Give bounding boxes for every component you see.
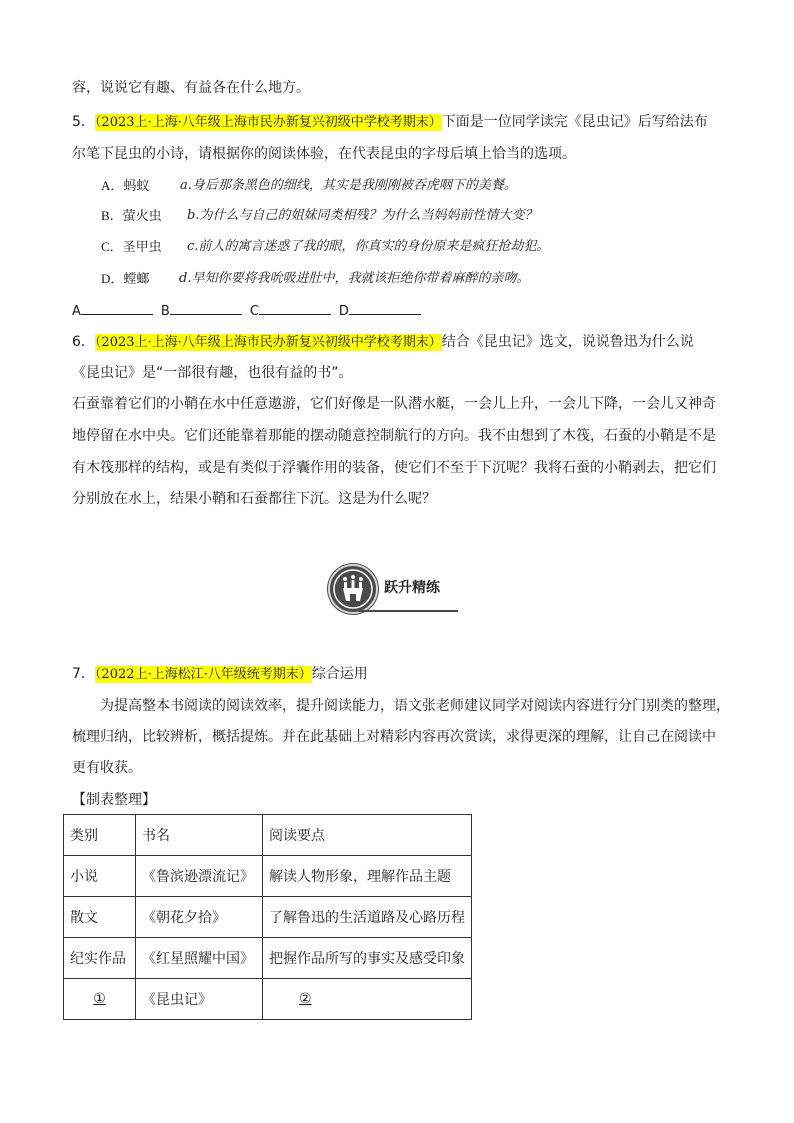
blank-c[interactable] [259,300,331,315]
q5-option-a-text: a.身后那条黑色的细线，其实是我刚刚被吞虎咽下的美餐。 [180,178,517,193]
table-cell: 解读人物形象，理解作品主题 [263,856,472,897]
q7-line-1 [72,664,368,685]
q5-option-d-text: d.早知你要将我吮吸进肚中，我就该拒绝你带着麻醉的亲吻。 [179,271,530,286]
q5-source-tag: （2023上·上海·八年级上海市民办新复兴初级中学校考期末） [94,115,442,130]
q6-line-1 [72,332,694,353]
answer-blank-1[interactable]: ① [64,979,136,1020]
table-cell: 把握作品所写的事实及感受印象 [263,938,472,979]
q7-text: 综合运用 [311,666,368,682]
q7-intro-line-2: 梳理归纳，比较辨析，概括提炼。并在此基础上对精彩内容再次赏读，求得更深的理解，让自己在阅读中 [72,729,716,745]
q6-number: 6． [72,334,95,350]
section-underline [358,610,458,612]
q7-number: 7． [72,666,95,682]
blank-label-d: D [338,304,349,319]
q6-passage-line-4: 分别放在水上，结果小鞘和石蚕都往下沉。这是为什么呢？ [72,491,436,507]
reading-table [63,814,472,1020]
table-cell: 了解鲁迅的生活道路及心路历程 [263,897,472,938]
table-row [64,979,472,1020]
q5-text-1: 下面是一位同学读完《昆虫记》后写给法布 [441,114,708,130]
section-title: 跃升精练 [384,580,440,596]
blank-label-c: C [249,304,259,319]
answer-blank-2[interactable]: ② [263,979,472,1020]
table-cell: 《朝花夕拾》 [136,897,263,938]
q6-passage-line-3: 有木筏那样的结构，或是有类似于浮囊作用的装备，使它们不至于下沉呢？我将石蚕的小鞘剥去，把它们 [72,460,716,476]
table-row [64,897,472,938]
q6-source-tag: （2023上·上海·八年级上海市民办新复兴初级中学校考期末） [94,335,442,350]
q7-intro-line-1: 为提高整本书阅读的阅读效率，提升阅读能力，语文张老师建议同学对阅读内容进行分门别类的整理， [100,698,730,714]
q6-passage-line-1: 石蚕靠着它们的小鞘在水中任意遨游，它们好像是一队潜水艇，一会儿上升，一会儿下降，一会儿又神奇 [72,396,716,412]
q7-source-tag: （2022上·上海松江·八年级统考期末） [94,667,312,682]
blank-a[interactable] [81,300,153,315]
blank-label-b: B [160,304,170,319]
table-header-cell: 阅读要点 [263,815,472,856]
q6-text-2: 《昆虫记》是“一部很有趣，也很有益的书”。 [72,365,353,381]
q7-intro-line-3: 更有收获。 [72,760,142,776]
q6-passage-line-2: 地停留在水中央。它们还能靠着那能的摆动随意控制航行的方向。我不由想到了木筏，石蚕的小鞘是不是 [72,428,716,444]
q5-answer-blanks [72,300,429,322]
blank-d[interactable] [349,300,421,315]
q5-number: 5． [72,114,95,130]
q5-line-1 [72,112,708,133]
table-cell: 散文 [64,897,136,938]
q5-option-d-letter: D．螳螂 [101,271,150,286]
table-row [64,856,472,897]
blank-b[interactable] [170,300,242,315]
table-cell: 《红星照耀中国》 [136,938,263,979]
blank-label-a: A [72,304,81,319]
castle-icon [328,564,378,614]
q4-tail-text: 容，说说它有趣、有益各在什么地方。 [72,80,310,96]
section-badge [328,564,458,614]
q5-option-c-text: c.前人的寓言迷惑了我的眼，你真实的身份原来是疯狂抢劫犯。 [187,239,550,254]
q5-option-c-letter: C．圣甲虫 [101,239,162,254]
table-cell: 《昆虫记》 [136,979,263,1020]
table-header-row [64,815,472,856]
table-cell: 小说 [64,856,136,897]
q6-text-1: 结合《昆虫记》选文，说说鲁迅为什么说 [441,334,694,350]
q5-text-2: 尔笔下昆虫的小诗，请根据你的阅读体验，在代表昆虫的字母后填上恰当的选项。 [72,146,576,162]
table-header-cell: 书名 [136,815,263,856]
q5-option-b-letter: B．萤火虫 [101,208,162,223]
table-cell: 《鲁滨逊漂流记》 [136,856,263,897]
q5-option-b-text: b.为什么与自己的姐妹同类相残？为什么当妈妈前性情大变？ [187,208,538,223]
table-cell: 纪实作品 [64,938,136,979]
q5-option-a-letter: A．蚂蚁 [101,178,150,193]
table-header-cell: 类别 [64,815,136,856]
table-heading: 【制表整理】 [72,792,156,808]
table-row [64,938,472,979]
